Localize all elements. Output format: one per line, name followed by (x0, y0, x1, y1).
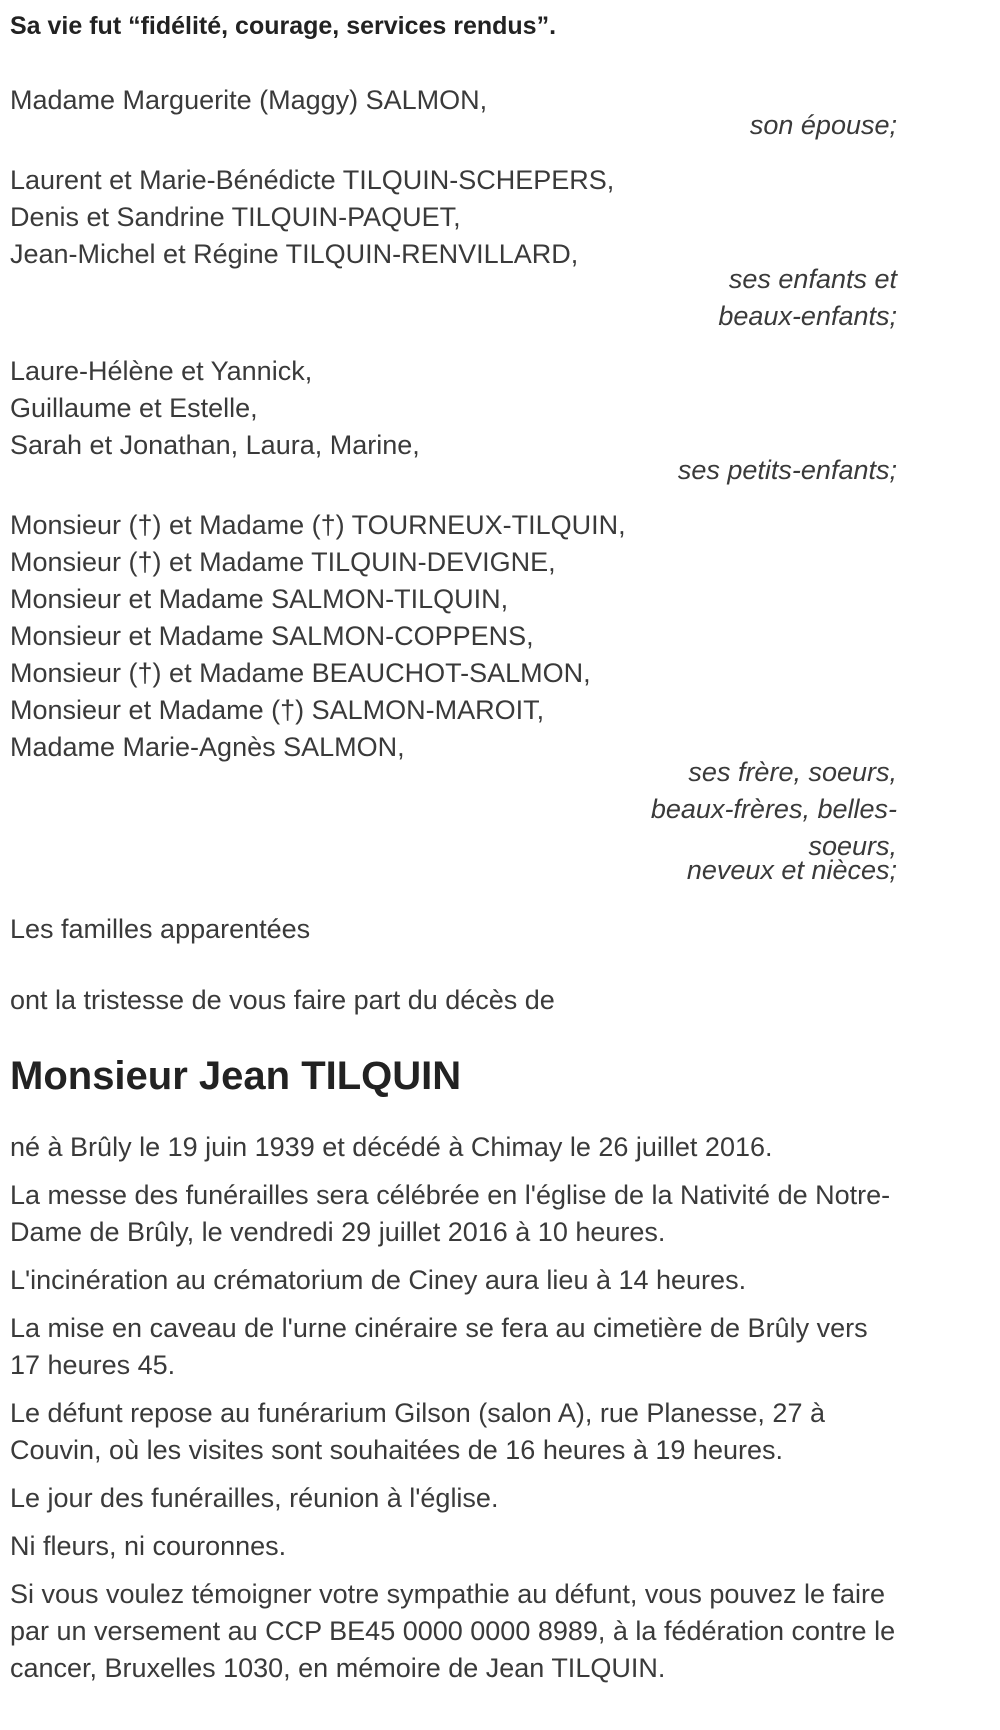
related-families-line: Les familles apparentées (10, 914, 311, 944)
relative-name: Monsieur (†) et Madame (†) TOURNEUX-TILQUIN, (10, 510, 626, 540)
relative-name: Monsieur et Madame SALMON-TILQUIN, (10, 584, 509, 614)
relative-name: Jean-Michel et Régine TILQUIN-RENVILLARD, (10, 239, 579, 269)
family-group-siblings (10, 507, 1000, 889)
family-group-children (10, 162, 1000, 335)
relative-name: Monsieur et Madame (†) SALMON-MAROIT, (10, 695, 545, 725)
relation-label: ses frère, soeurs, (688, 757, 897, 787)
relative-name: Laure-Hélène et Yannick, (10, 356, 313, 386)
family-group-grandchildren (10, 353, 1000, 489)
funeral-home-paragraph: Le défunt repose au funérarium Gilson (salon A), rue Planesse, 27 à Couvin, où les visites sont souhaitées de 16 heures à 19 heures. (10, 1398, 825, 1465)
relation-label: beaux-enfants; (718, 301, 897, 331)
relative-name: Guillaume et Estelle, (10, 393, 258, 423)
donation-paragraph: Si vous voulez témoigner votre sympathie au défunt, vous pouvez le faire par un versement au CCP BE45 0000 0000 8989, à la fédération contre le cancer, Bruxelles 1030, en mémoire de Jean TILQUIN. (10, 1579, 896, 1683)
relative-name: Sarah et Jonathan, Laura, Marine, (10, 430, 420, 460)
life-motto: Sa vie fut “fidélité, courage, services rendus”. (10, 12, 557, 40)
relative-name: Denis et Sandrine TILQUIN-PAQUET, (10, 202, 461, 232)
relation-label: ses petits-enfants; (677, 455, 897, 485)
deceased-name-heading: Monsieur Jean TILQUIN (10, 1054, 462, 1098)
relative-name: Madame Marguerite (Maggy) SALMON, (10, 85, 488, 115)
relative-name: Laurent et Marie-Bénédicte TILQUIN-SCHEPERS, (10, 165, 615, 195)
relative-name: Monsieur (†) et Madame BEAUCHOT-SALMON, (10, 658, 591, 688)
family-group-spouse (10, 82, 1000, 144)
relation-label: soeurs, (808, 831, 897, 861)
relation-label: son épouse; (749, 110, 897, 140)
announcement-line: ont la tristesse de vous faire part du décès de (10, 985, 555, 1015)
relative-name: Monsieur et Madame SALMON-COPPENS, (10, 621, 534, 651)
church-meeting-paragraph: Le jour des funérailles, réunion à l'église. (10, 1483, 499, 1513)
cremation-paragraph: L'incinération au crématorium de Ciney aura lieu à 14 heures. (10, 1265, 747, 1295)
urn-burial-paragraph: La mise en caveau de l'urne cinéraire se fera au cimetière de Brûly vers 17 heures 45. (10, 1313, 868, 1380)
funeral-mass-paragraph: La messe des funérailles sera célébrée en l'église de la Nativité de Notre-Dame de Brûly, le vendredi 29 juillet 2016 à 10 heures. (10, 1180, 891, 1247)
relation-label: ses enfants et (728, 264, 897, 294)
relation-label: neveux et nièces; (686, 855, 897, 885)
no-flowers-paragraph: Ni fleurs, ni couronnes. (10, 1531, 287, 1561)
relative-name: Monsieur (†) et Madame TILQUIN-DEVIGNE, (10, 547, 556, 577)
relative-name: Madame Marie-Agnès SALMON, (10, 732, 405, 762)
birth-death-paragraph: né à Brûly le 19 juin 1939 et décédé à Chimay le 26 juillet 2016. (10, 1132, 773, 1162)
relation-label: beaux-frères, belles- (650, 794, 897, 824)
